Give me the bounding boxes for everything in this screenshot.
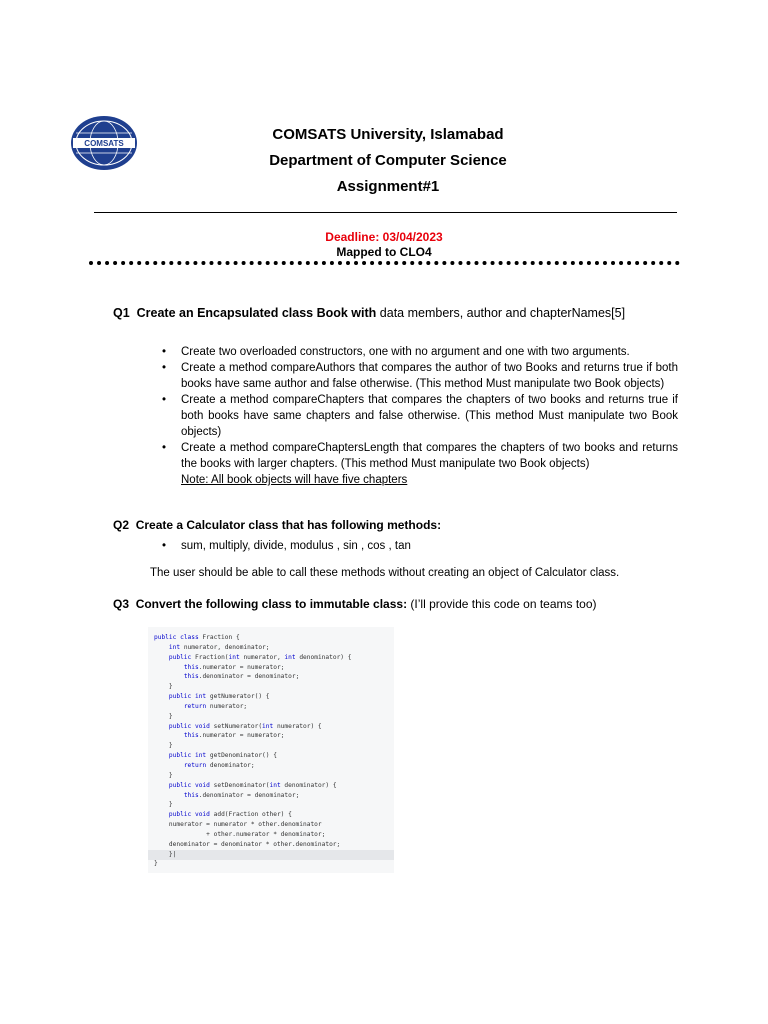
code-snippet-image: public class Fraction { int numerator, denominator; public Fraction(int numerator, int denominator) { this.numerator = numerator; this.denominator = denominator; } public int getNumerator() { return numerator; } public void setNumerator(int numerator) { this.numerator = numerator; } public int getDenominator() { return denominator; } public void setDenominator(int denominator) { this.denominator = denominator; } public void add(Fraction other) { numerator = numerator * other.denominator + other.numerator * denominator; denominator = denominator * other.denominator; }| } xyxy=(148,627,394,873)
question-1-number: Q1 xyxy=(113,306,130,320)
question-2-list xyxy=(162,538,462,554)
question-2-title xyxy=(113,518,441,533)
question-3-title xyxy=(113,597,597,612)
list-item: • Create a method compareAuthors that compares the author of two Books and returns true if both books have same author and false otherwise. (This method Must manipulate two Book objects) xyxy=(162,362,678,390)
assignment-title: Assignment#1 xyxy=(336,178,440,195)
question-1-title xyxy=(113,306,625,321)
list-item: • Create a method compareChapters that compares the chapters of two books and returns true if both books have same chapters and false otherwise. (This method Must manipulate two Book objects) xyxy=(162,394,678,438)
clo-mapping: Mapped to CLO4 xyxy=(336,245,432,259)
question-3-normal: (I’ll provide this code on teams too) xyxy=(410,597,597,611)
question-3-bold: Convert the following class to immutable class: xyxy=(135,597,408,611)
question-1-list xyxy=(162,344,678,488)
list-item: • sum, multiply, divide, modulus , sin , cos , tan xyxy=(162,540,411,552)
list-item: • Create two overloaded constructors, one with no argument and one with two arguments. xyxy=(162,346,630,358)
dotted-divider xyxy=(89,261,680,265)
list-item: • Create a method compareChaptersLength that compares the chapters of two books and returns the books with larger chapters. (This method Must manipulate two Book objects) Note: All book objects will have five chapters xyxy=(162,442,678,486)
question-2-instruction: The user should be able to call these methods without creating an object of Calculator class. xyxy=(150,567,620,579)
header-rule xyxy=(94,212,677,213)
svg-text:COMSATS: COMSATS xyxy=(84,139,124,148)
question-2-number: Q2 xyxy=(113,518,130,532)
question-1-bold: Create an Encapsulated class Book with xyxy=(136,306,377,320)
university-name: COMSATS University, Islamabad xyxy=(272,126,504,143)
question-1-normal: data members, author and chapterNames[5] xyxy=(379,306,626,320)
question-2-bold: Create a Calculator class that has following methods: xyxy=(135,518,442,532)
document-header xyxy=(0,122,768,200)
department-name: Department of Computer Science xyxy=(269,152,507,169)
deadline-text: Deadline: 03/04/2023 xyxy=(325,230,443,244)
note-text: Note: All book objects will have five chapters xyxy=(181,474,408,486)
question-3-number: Q3 xyxy=(113,597,130,611)
